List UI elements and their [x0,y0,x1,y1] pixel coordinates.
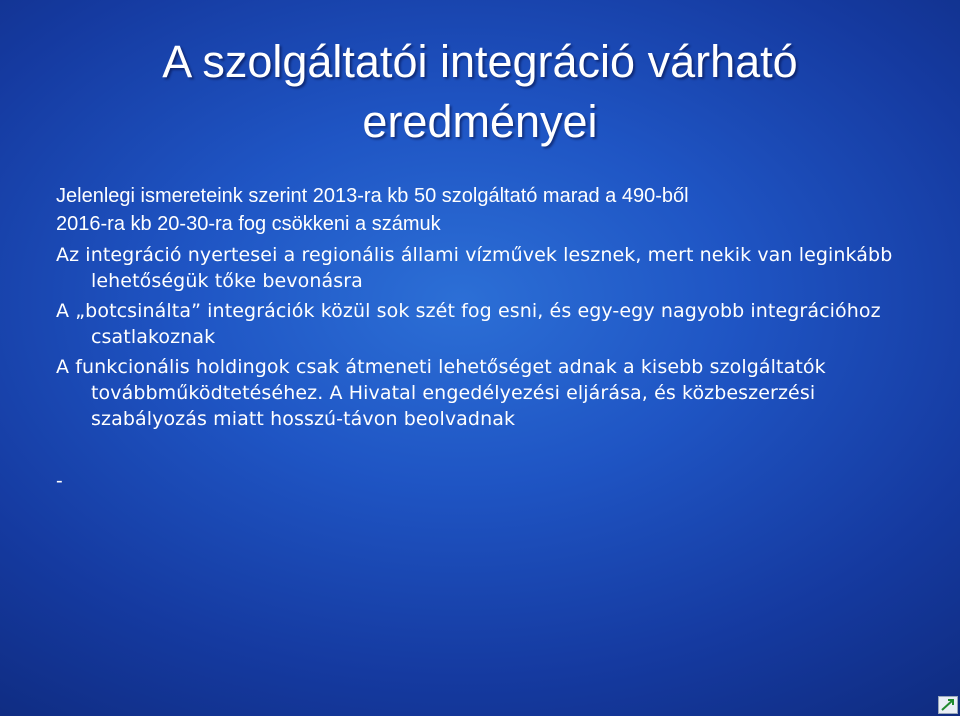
slide-body [56,182,916,432]
title-line-2: eredményei [362,96,598,147]
resize-arrow-icon[interactable] [938,696,958,714]
bullet-3: Az integráció nyertesei a regionális állami vízművek lesznek, mert nekik van leginkább lehetőségük tőke bevonásra [56,244,893,292]
title-line-1: A szolgáltatói integráció várható [162,36,798,87]
bullet-1: Jelenlegi ismereteink szerint 2013-ra kb 50 szolgáltató marad a 490-ből [56,185,689,207]
slide-title [40,32,920,152]
bullet-5: A funkcionális holdingok csak átmeneti lehetőséget adnak a kisebb szolgáltatók továbbműködtetéséhez. A Hivatal engedélyezési eljárása, és közbeszerzési szabályozás miatt hosszú-távon beolvadnak [56,356,826,430]
dash-marker: - [56,470,63,492]
bullet-2: 2016-ra kb 20-30-ra fog csökkeni a számuk [56,213,441,235]
bullet-4: A „botcsinálta” integrációk közül sok szét fog esni, és egy-egy nagyobb integrációhoz csatlakoznak [56,300,881,348]
